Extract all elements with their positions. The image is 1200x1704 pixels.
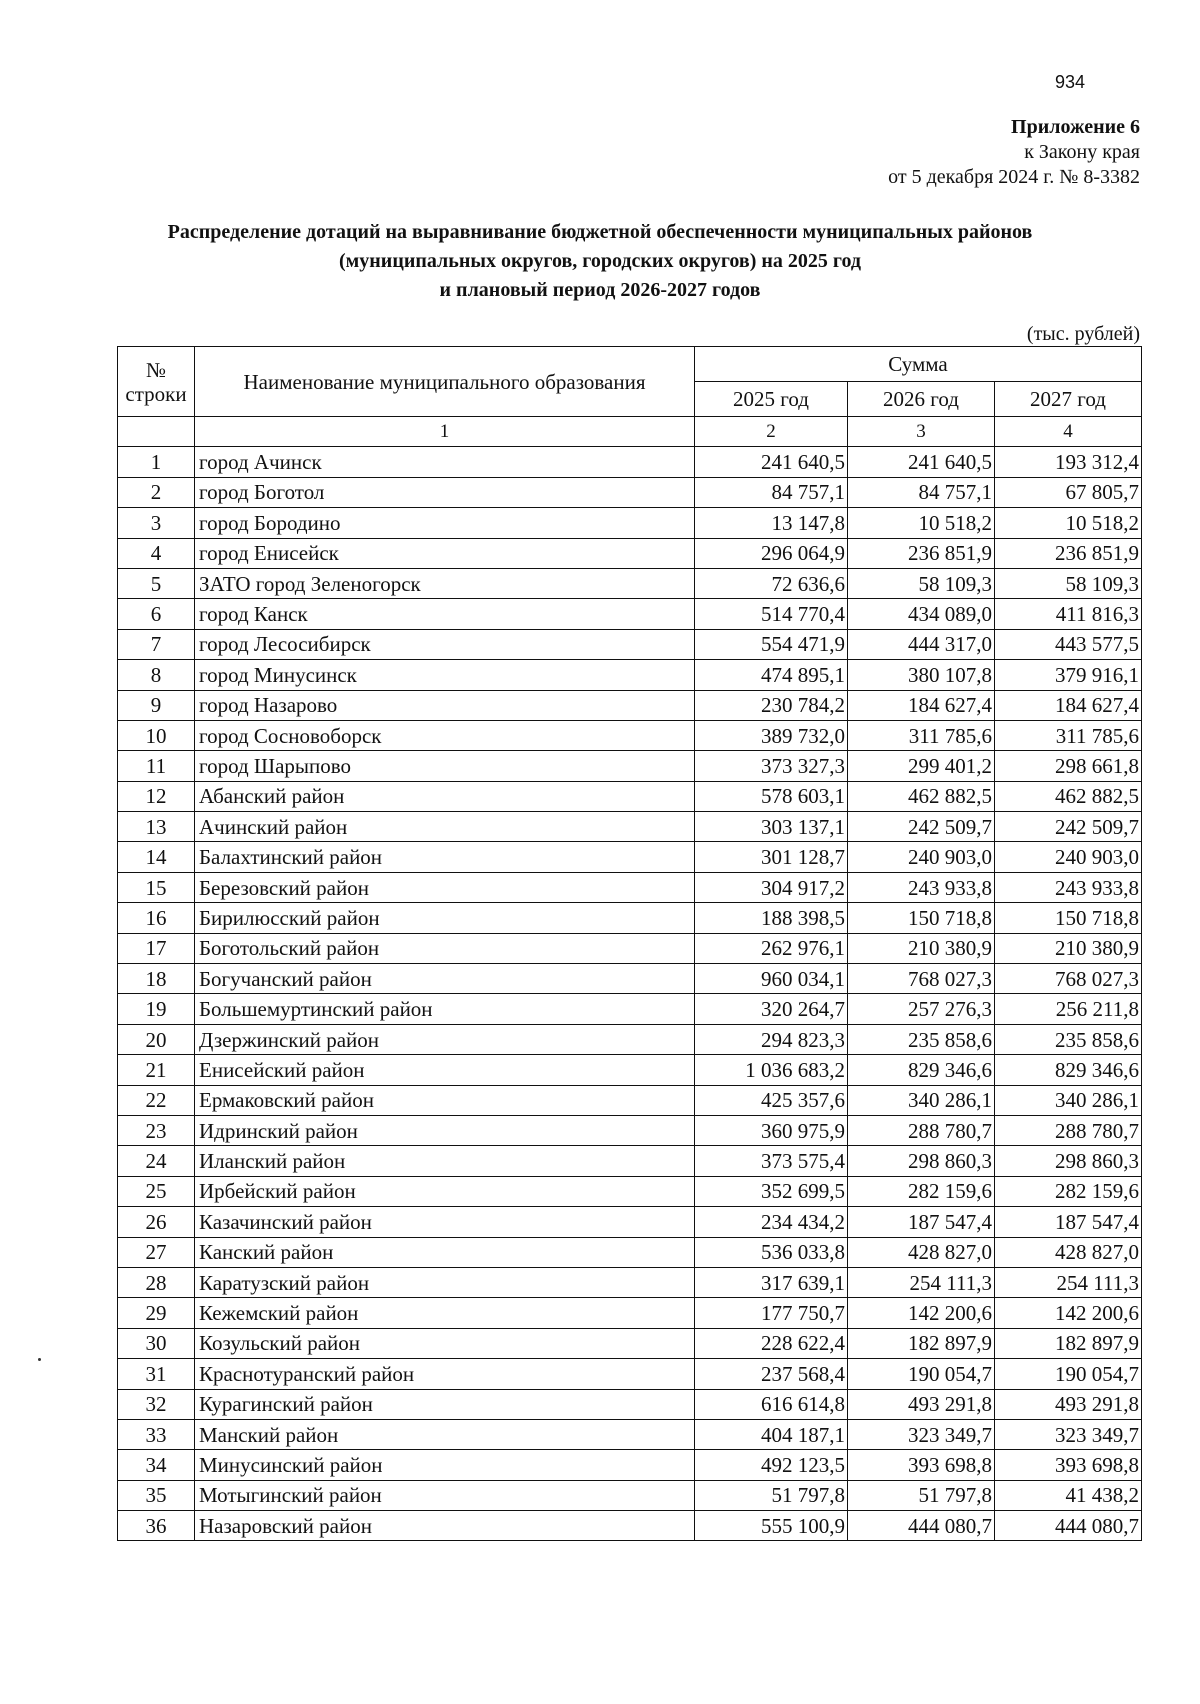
value-2026: 235 858,6 xyxy=(848,1024,995,1054)
value-2025: 177 750,7 xyxy=(695,1298,848,1328)
value-2027: 187 547,4 xyxy=(995,1207,1142,1237)
value-2027: 243 933,8 xyxy=(995,872,1142,902)
appendix-law-ref: к Закону края xyxy=(1024,141,1140,163)
row-number: 36 xyxy=(118,1511,195,1541)
value-2026: 190 054,7 xyxy=(848,1359,995,1389)
value-2025: 301 128,7 xyxy=(695,842,848,872)
table-row xyxy=(118,1511,1142,1541)
municipality-name: Козульский район xyxy=(195,1328,695,1358)
value-2027: 235 858,6 xyxy=(995,1024,1142,1054)
municipality-name: город Минусинск xyxy=(195,660,695,690)
value-2026: 288 780,7 xyxy=(848,1115,995,1145)
value-2027: 190 054,7 xyxy=(995,1359,1142,1389)
municipality-name: Большемуртинский район xyxy=(195,994,695,1024)
value-2027: 444 080,7 xyxy=(995,1511,1142,1541)
value-2027: 193 312,4 xyxy=(995,447,1142,477)
municipality-name: Назаровский район xyxy=(195,1511,695,1541)
subsidy-table xyxy=(117,346,1142,1541)
value-2026: 236 851,9 xyxy=(848,538,995,568)
value-2025: 404 187,1 xyxy=(695,1419,848,1449)
row-number: 3 xyxy=(118,508,195,538)
value-2025: 241 640,5 xyxy=(695,447,848,477)
value-2026: 240 903,0 xyxy=(848,842,995,872)
table-row xyxy=(118,872,1142,902)
table-row xyxy=(118,1237,1142,1267)
value-2027: 142 200,6 xyxy=(995,1298,1142,1328)
row-number: 24 xyxy=(118,1146,195,1176)
table-row xyxy=(118,964,1142,994)
value-2027: 242 509,7 xyxy=(995,812,1142,842)
municipality-name: Мотыгинский район xyxy=(195,1480,695,1510)
value-2025: 360 975,9 xyxy=(695,1115,848,1145)
value-2026: 434 089,0 xyxy=(848,599,995,629)
value-2027: 768 027,3 xyxy=(995,964,1142,994)
row-number: 25 xyxy=(118,1176,195,1206)
row-number: 30 xyxy=(118,1328,195,1358)
table-row xyxy=(118,812,1142,842)
value-2027: 443 577,5 xyxy=(995,629,1142,659)
value-2025: 555 100,9 xyxy=(695,1511,848,1541)
table-row xyxy=(118,1207,1142,1237)
value-2026: 493 291,8 xyxy=(848,1389,995,1419)
value-2025: 230 784,2 xyxy=(695,690,848,720)
value-2025: 262 976,1 xyxy=(695,933,848,963)
table-row xyxy=(118,508,1142,538)
column-number: 4 xyxy=(995,417,1142,447)
value-2026: 84 757,1 xyxy=(848,477,995,507)
value-2025: 389 732,0 xyxy=(695,720,848,750)
municipality-name: город Лесосибирск xyxy=(195,629,695,659)
value-2025: 578 603,1 xyxy=(695,781,848,811)
value-2026: 182 897,9 xyxy=(848,1328,995,1358)
value-2027: 256 211,8 xyxy=(995,994,1142,1024)
row-number: 19 xyxy=(118,994,195,1024)
municipality-name: город Назарово xyxy=(195,690,695,720)
table-row xyxy=(118,1024,1142,1054)
appendix-title: Приложение 6 xyxy=(1011,116,1140,138)
value-2025: 514 770,4 xyxy=(695,599,848,629)
value-2025: 51 797,8 xyxy=(695,1480,848,1510)
table-row xyxy=(118,1389,1142,1419)
value-2026: 142 200,6 xyxy=(848,1298,995,1328)
value-2027: 379 916,1 xyxy=(995,660,1142,690)
municipality-name: Ермаковский район xyxy=(195,1085,695,1115)
value-2025: 474 895,1 xyxy=(695,660,848,690)
municipality-name: Краснотуранский район xyxy=(195,1359,695,1389)
municipality-name: Богучанский район xyxy=(195,964,695,994)
value-2025: 425 357,6 xyxy=(695,1085,848,1115)
value-2027: 298 661,8 xyxy=(995,751,1142,781)
table-row xyxy=(118,1176,1142,1206)
value-2025: 303 137,1 xyxy=(695,812,848,842)
row-number: 21 xyxy=(118,1055,195,1085)
value-2027: 254 111,3 xyxy=(995,1267,1142,1297)
table-row xyxy=(118,447,1142,477)
header-2025: 2025 год xyxy=(695,382,848,417)
municipality-name: Бирилюсский район xyxy=(195,903,695,933)
row-number: 5 xyxy=(118,568,195,598)
appendix-block xyxy=(888,115,1140,190)
value-2026: 257 276,3 xyxy=(848,994,995,1024)
value-2026: 184 627,4 xyxy=(848,690,995,720)
value-2026: 187 547,4 xyxy=(848,1207,995,1237)
table-row xyxy=(118,1298,1142,1328)
value-2025: 234 434,2 xyxy=(695,1207,848,1237)
row-number: 27 xyxy=(118,1237,195,1267)
value-2025: 304 917,2 xyxy=(695,872,848,902)
value-2026: 428 827,0 xyxy=(848,1237,995,1267)
municipality-name: Каратузский район xyxy=(195,1267,695,1297)
value-2026: 444 317,0 xyxy=(848,629,995,659)
title-line-3: и плановый период 2026-2027 годов xyxy=(439,279,761,301)
row-number: 22 xyxy=(118,1085,195,1115)
row-number: 6 xyxy=(118,599,195,629)
municipality-name: Абанский район xyxy=(195,781,695,811)
value-2025: 188 398,5 xyxy=(695,903,848,933)
value-2027: 67 805,7 xyxy=(995,477,1142,507)
municipality-name: Ирбейский район xyxy=(195,1176,695,1206)
value-2026: 242 509,7 xyxy=(848,812,995,842)
column-number: 1 xyxy=(195,417,695,447)
value-2025: 536 033,8 xyxy=(695,1237,848,1267)
row-number: 9 xyxy=(118,690,195,720)
value-2027: 58 109,3 xyxy=(995,568,1142,598)
value-2026: 393 698,8 xyxy=(848,1450,995,1480)
value-2027: 150 718,8 xyxy=(995,903,1142,933)
value-2027: 182 897,9 xyxy=(995,1328,1142,1358)
row-number: 14 xyxy=(118,842,195,872)
table-row xyxy=(118,568,1142,598)
row-number: 35 xyxy=(118,1480,195,1510)
municipality-name: город Канск xyxy=(195,599,695,629)
municipality-name: город Шарыпово xyxy=(195,751,695,781)
value-2026: 282 159,6 xyxy=(848,1176,995,1206)
row-number: 12 xyxy=(118,781,195,811)
value-2026: 241 640,5 xyxy=(848,447,995,477)
municipality-name: город Енисейск xyxy=(195,538,695,568)
municipality-name: Кежемский район xyxy=(195,1298,695,1328)
value-2025: 1 036 683,2 xyxy=(695,1055,848,1085)
value-2025: 317 639,1 xyxy=(695,1267,848,1297)
row-number: 16 xyxy=(118,903,195,933)
value-2027: 184 627,4 xyxy=(995,690,1142,720)
value-2025: 84 757,1 xyxy=(695,477,848,507)
row-number: 29 xyxy=(118,1298,195,1328)
row-number: 34 xyxy=(118,1450,195,1480)
value-2026: 380 107,8 xyxy=(848,660,995,690)
value-2025: 373 575,4 xyxy=(695,1146,848,1176)
value-2026: 210 380,9 xyxy=(848,933,995,963)
table-row xyxy=(118,842,1142,872)
row-number: 20 xyxy=(118,1024,195,1054)
row-number: 2 xyxy=(118,477,195,507)
row-number: 8 xyxy=(118,660,195,690)
table-row xyxy=(118,599,1142,629)
municipality-name: Боготольский район xyxy=(195,933,695,963)
scan-dot xyxy=(38,1358,41,1361)
value-2026: 462 882,5 xyxy=(848,781,995,811)
row-number: 28 xyxy=(118,1267,195,1297)
table-row xyxy=(118,690,1142,720)
municipality-name: город Ачинск xyxy=(195,447,695,477)
row-number: 13 xyxy=(118,812,195,842)
value-2026: 340 286,1 xyxy=(848,1085,995,1115)
appendix-date: от 5 декабря 2024 г. № 8-3382 xyxy=(888,166,1140,188)
title-line-1: Распределение дотаций на выравнивание бюджетной обеспеченности муниципальных районов xyxy=(167,221,1033,243)
table-row xyxy=(118,1480,1142,1510)
document-title xyxy=(130,218,1070,305)
table-row xyxy=(118,1085,1142,1115)
municipality-name: город Боготол xyxy=(195,477,695,507)
row-number: 11 xyxy=(118,751,195,781)
value-2026: 444 080,7 xyxy=(848,1511,995,1541)
value-2027: 340 286,1 xyxy=(995,1085,1142,1115)
value-2027: 428 827,0 xyxy=(995,1237,1142,1267)
table-row xyxy=(118,751,1142,781)
value-2026: 10 518,2 xyxy=(848,508,995,538)
municipality-name: Казачинский район xyxy=(195,1207,695,1237)
table-row xyxy=(118,477,1142,507)
value-2027: 41 438,2 xyxy=(995,1480,1142,1510)
value-2025: 492 123,5 xyxy=(695,1450,848,1480)
municipality-name: Дзержинский район xyxy=(195,1024,695,1054)
row-number: 4 xyxy=(118,538,195,568)
value-2027: 411 816,3 xyxy=(995,599,1142,629)
value-2026: 150 718,8 xyxy=(848,903,995,933)
municipality-name: Балахтинский район xyxy=(195,842,695,872)
header-row-number-label: строки xyxy=(125,381,187,406)
header-name: Наименование муниципального образования xyxy=(195,347,695,417)
table-row xyxy=(118,538,1142,568)
value-2026: 323 349,7 xyxy=(848,1419,995,1449)
table-row xyxy=(118,629,1142,659)
row-number: 1 xyxy=(118,447,195,477)
value-2025: 320 264,7 xyxy=(695,994,848,1024)
row-number: 26 xyxy=(118,1207,195,1237)
page-number: 934 xyxy=(1055,72,1086,92)
value-2027: 210 380,9 xyxy=(995,933,1142,963)
value-2026: 299 401,2 xyxy=(848,751,995,781)
value-2025: 373 327,3 xyxy=(695,751,848,781)
value-2027: 311 785,6 xyxy=(995,720,1142,750)
municipality-name: Ачинский район xyxy=(195,812,695,842)
value-2027: 236 851,9 xyxy=(995,538,1142,568)
value-2027: 323 349,7 xyxy=(995,1419,1142,1449)
value-2027: 462 882,5 xyxy=(995,781,1142,811)
header-2027: 2027 год xyxy=(995,382,1142,417)
value-2025: 72 636,6 xyxy=(695,568,848,598)
row-number: 17 xyxy=(118,933,195,963)
value-2025: 13 147,8 xyxy=(695,508,848,538)
row-number: 33 xyxy=(118,1419,195,1449)
column-number-row xyxy=(118,417,1142,447)
municipality-name: ЗАТО город Зеленогорск xyxy=(195,568,695,598)
value-2026: 311 785,6 xyxy=(848,720,995,750)
value-2025: 228 622,4 xyxy=(695,1328,848,1358)
header-row-number xyxy=(118,347,195,417)
value-2027: 240 903,0 xyxy=(995,842,1142,872)
value-2025: 960 034,1 xyxy=(695,964,848,994)
value-2026: 243 933,8 xyxy=(848,872,995,902)
table-row xyxy=(118,660,1142,690)
value-2025: 616 614,8 xyxy=(695,1389,848,1419)
table-row xyxy=(118,1115,1142,1145)
value-2025: 294 823,3 xyxy=(695,1024,848,1054)
value-2026: 254 111,3 xyxy=(848,1267,995,1297)
value-2025: 296 064,9 xyxy=(695,538,848,568)
table-row xyxy=(118,1450,1142,1480)
table-row xyxy=(118,933,1142,963)
row-number: 10 xyxy=(118,720,195,750)
value-2026: 58 109,3 xyxy=(848,568,995,598)
table-row xyxy=(118,720,1142,750)
row-number: 23 xyxy=(118,1115,195,1145)
column-number-blank xyxy=(118,417,195,447)
value-2027: 282 159,6 xyxy=(995,1176,1142,1206)
municipality-name: Курагинский район xyxy=(195,1389,695,1419)
table-row xyxy=(118,1328,1142,1358)
column-number: 3 xyxy=(848,417,995,447)
table-row xyxy=(118,1419,1142,1449)
title-line-2: (муниципальных округов, городских округов) на 2025 год xyxy=(338,250,862,272)
value-2027: 829 346,6 xyxy=(995,1055,1142,1085)
municipality-name: Минусинский район xyxy=(195,1450,695,1480)
municipality-name: город Бородино xyxy=(195,508,695,538)
row-number: 15 xyxy=(118,872,195,902)
municipality-name: Березовский район xyxy=(195,872,695,902)
value-2026: 51 797,8 xyxy=(848,1480,995,1510)
municipality-name: Манский район xyxy=(195,1419,695,1449)
value-2025: 554 471,9 xyxy=(695,629,848,659)
table-row xyxy=(118,903,1142,933)
row-number: 7 xyxy=(118,629,195,659)
table-row xyxy=(118,994,1142,1024)
value-2026: 298 860,3 xyxy=(848,1146,995,1176)
table-row xyxy=(118,1146,1142,1176)
table-row xyxy=(118,1267,1142,1297)
units-label: (тыс. рублей) xyxy=(1026,323,1140,345)
value-2027: 10 518,2 xyxy=(995,508,1142,538)
value-2027: 298 860,3 xyxy=(995,1146,1142,1176)
table-row xyxy=(118,781,1142,811)
header-2026: 2026 год xyxy=(848,382,995,417)
column-number: 2 xyxy=(695,417,848,447)
row-number: 18 xyxy=(118,964,195,994)
municipality-name: Канский район xyxy=(195,1237,695,1267)
row-number: 32 xyxy=(118,1389,195,1419)
value-2025: 237 568,4 xyxy=(695,1359,848,1389)
row-number: 31 xyxy=(118,1359,195,1389)
value-2027: 288 780,7 xyxy=(995,1115,1142,1145)
value-2026: 829 346,6 xyxy=(848,1055,995,1085)
value-2027: 393 698,8 xyxy=(995,1450,1142,1480)
municipality-name: Идринский район xyxy=(195,1115,695,1145)
table-row xyxy=(118,1055,1142,1085)
value-2027: 493 291,8 xyxy=(995,1389,1142,1419)
value-2026: 768 027,3 xyxy=(848,964,995,994)
table-row xyxy=(118,1359,1142,1389)
value-2025: 352 699,5 xyxy=(695,1176,848,1206)
municipality-name: город Сосновоборск xyxy=(195,720,695,750)
header-sum: Сумма xyxy=(695,347,1142,382)
municipality-name: Енисейский район xyxy=(195,1055,695,1085)
header-row-number-sign: № xyxy=(145,357,167,382)
municipality-name: Иланский район xyxy=(195,1146,695,1176)
table-body xyxy=(118,447,1142,1541)
